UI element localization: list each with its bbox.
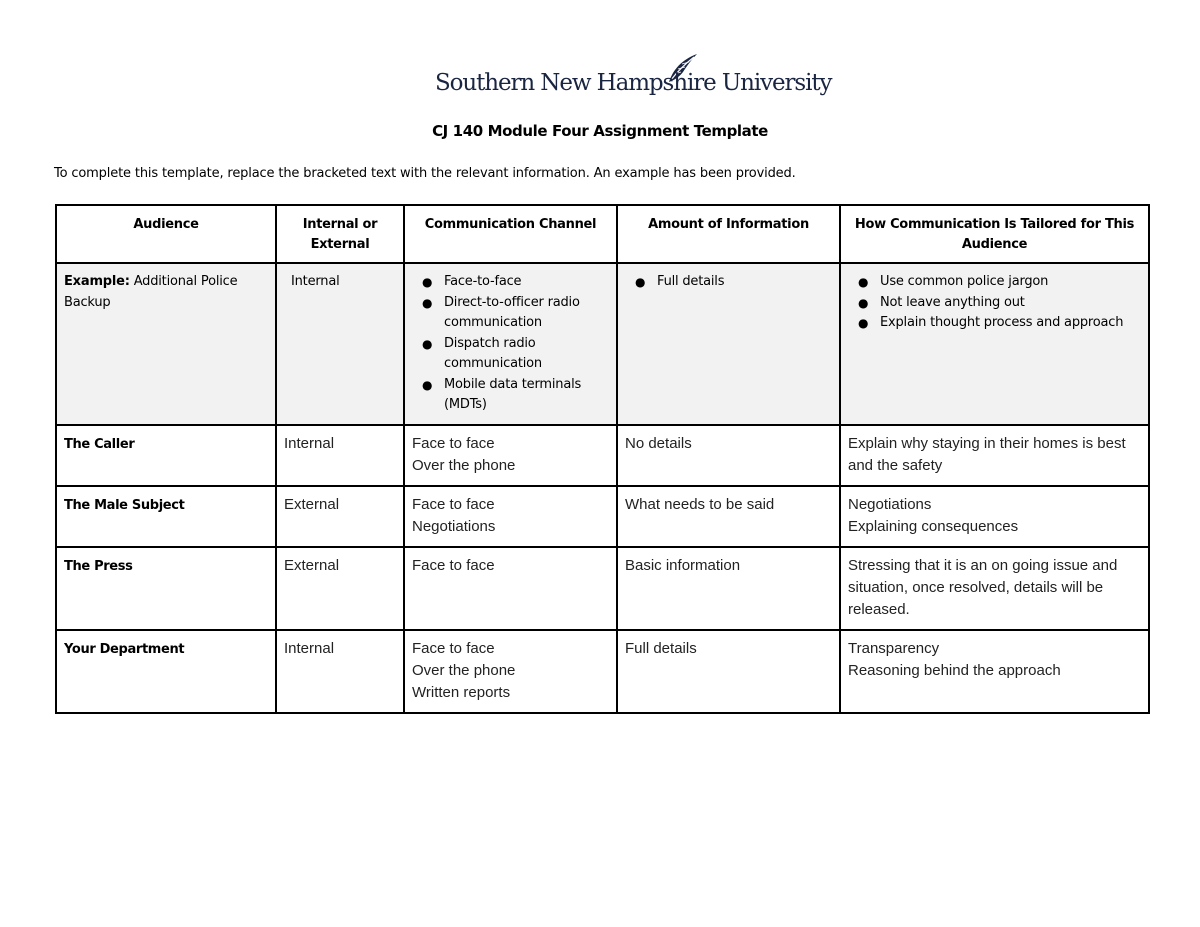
header-audience: Audience	[133, 217, 199, 232]
bullet-icon: ●	[422, 275, 433, 289]
table-cell	[617, 486, 840, 547]
table-header-row	[56, 205, 1149, 263]
example-tailoring-list	[848, 272, 1141, 334]
header-cell	[840, 205, 1149, 263]
row-amount	[618, 548, 839, 584]
table-cell	[404, 263, 617, 425]
cell-line: What needs to be said	[625, 495, 775, 513]
list-item	[848, 272, 1141, 293]
table-cell	[276, 630, 404, 713]
table-cell	[840, 263, 1149, 425]
header-cell	[404, 205, 617, 263]
table-cell	[840, 486, 1149, 547]
table-cell	[404, 630, 617, 713]
example-label-bold: Example:	[64, 274, 130, 289]
list-item-text: Use common police jargon	[880, 274, 1049, 289]
cell-line: Face to face	[412, 639, 495, 657]
row-channel	[405, 548, 616, 584]
table-cell	[840, 630, 1149, 713]
table-cell	[617, 425, 840, 486]
table-row	[56, 425, 1149, 486]
list-item	[412, 375, 609, 416]
list-item-text: Mobile data terminals (MDTs)	[444, 376, 582, 412]
cell-line: Basic information	[625, 556, 741, 574]
list-item-text: Face-to-face	[444, 274, 522, 289]
bullet-icon: ●	[422, 377, 433, 392]
example-label-text: Additional Police Backup	[64, 274, 238, 310]
cell-line: Negotiations	[848, 495, 932, 513]
table-cell	[617, 547, 840, 630]
table-row	[56, 486, 1149, 547]
list-item	[625, 272, 832, 293]
cell-line: Stressing that it is an on going issue and situation, once resolved, details will be released.	[848, 556, 1118, 618]
example-row	[56, 263, 1149, 425]
table-cell	[56, 630, 276, 713]
bullet-icon: ●	[422, 295, 433, 310]
list-item	[412, 334, 609, 375]
assignment-table	[55, 204, 1150, 714]
cell-line: No details	[625, 434, 692, 452]
cell-line: Face to face	[412, 434, 495, 452]
table-cell	[56, 263, 276, 425]
row-tailoring	[841, 426, 1148, 484]
table-cell	[840, 425, 1149, 486]
table-row	[56, 547, 1149, 630]
row-tailoring	[841, 631, 1148, 689]
table-cell	[276, 486, 404, 547]
example-amount	[618, 264, 839, 301]
table-cell	[276, 425, 404, 486]
row-amount	[618, 631, 839, 667]
row-internal-external: External	[284, 556, 340, 574]
table-cell	[404, 425, 617, 486]
row-internal-external: Internal	[284, 639, 335, 657]
example-audience	[57, 264, 275, 321]
table-cell	[56, 425, 276, 486]
cell-line: Written reports	[412, 683, 511, 701]
row-audience: The Caller	[64, 436, 135, 452]
university-logo	[435, 52, 832, 108]
example-tailoring	[841, 264, 1148, 342]
list-item-text: Not leave anything out	[880, 294, 1025, 310]
bullet-icon: ●	[422, 336, 433, 351]
list-item-text: Dispatch radio communication	[444, 335, 542, 371]
row-internal-external: External	[284, 495, 340, 513]
example-channel-list	[412, 272, 609, 416]
logo-wordmark: Southern New Hampshire University	[435, 70, 832, 96]
table-cell	[617, 263, 840, 425]
header-tailoring: How Communication Is Tailored for This Audience	[854, 217, 1135, 252]
cell-line: Explain why staying in their homes is best and the safety	[848, 434, 1126, 474]
bullet-icon: ●	[858, 316, 869, 330]
bullet-icon: ●	[858, 295, 869, 310]
cell-line: Face to face	[412, 495, 495, 513]
list-item-text: Direct-to-officer radio communication	[444, 294, 580, 330]
list-item	[412, 293, 609, 334]
row-audience: The Male Subject	[64, 497, 185, 513]
instructions-text: To complete this template, replace the bracketed text with the relevant information. An example has been provided.	[54, 166, 796, 181]
table-cell	[404, 486, 617, 547]
row-amount	[618, 426, 839, 462]
row-audience: The Press	[64, 558, 133, 574]
cell-line: Negotiations	[412, 517, 496, 535]
example-channels	[405, 264, 616, 424]
list-item	[848, 313, 1141, 334]
header-cell	[276, 205, 404, 263]
list-item	[848, 293, 1141, 314]
cell-line: Reasoning behind the approach	[848, 661, 1061, 679]
table-cell	[840, 547, 1149, 630]
row-tailoring	[841, 548, 1148, 628]
cell-line: Over the phone	[412, 456, 516, 474]
list-item-text: Explain thought process and approach	[880, 315, 1124, 330]
table-cell	[56, 486, 276, 547]
cell-line: Transparency	[848, 639, 940, 657]
list-item	[412, 272, 609, 293]
cell-line: Over the phone	[412, 661, 516, 679]
bullet-icon: ●	[858, 275, 869, 289]
row-channel	[405, 426, 616, 484]
header-cell	[56, 205, 276, 263]
example-internal-external: Internal	[291, 274, 340, 289]
header-cell	[617, 205, 840, 263]
header-channel: Communication Channel	[424, 217, 597, 232]
header-internal-external: Internal or External	[302, 217, 378, 252]
row-internal-external: Internal	[284, 434, 335, 452]
row-amount	[618, 487, 839, 523]
list-item-text: Full details	[657, 274, 725, 289]
cell-line: Full details	[625, 639, 697, 657]
table-cell	[404, 547, 617, 630]
page-title: CJ 140 Module Four Assignment Template	[432, 122, 768, 140]
row-channel	[405, 631, 616, 711]
table-cell	[276, 263, 404, 425]
example-amount-list	[625, 272, 832, 293]
table-cell	[56, 547, 276, 630]
cell-line: Face to face	[412, 556, 495, 574]
bullet-icon: ●	[635, 275, 646, 289]
table-row	[56, 630, 1149, 713]
row-channel	[405, 487, 616, 545]
row-tailoring	[841, 487, 1148, 545]
row-audience: Your Department	[64, 641, 185, 657]
cell-line: Explaining consequences	[848, 517, 1019, 535]
table-cell	[276, 547, 404, 630]
table-cell	[617, 630, 840, 713]
header-amount: Amount of Information	[648, 217, 809, 232]
